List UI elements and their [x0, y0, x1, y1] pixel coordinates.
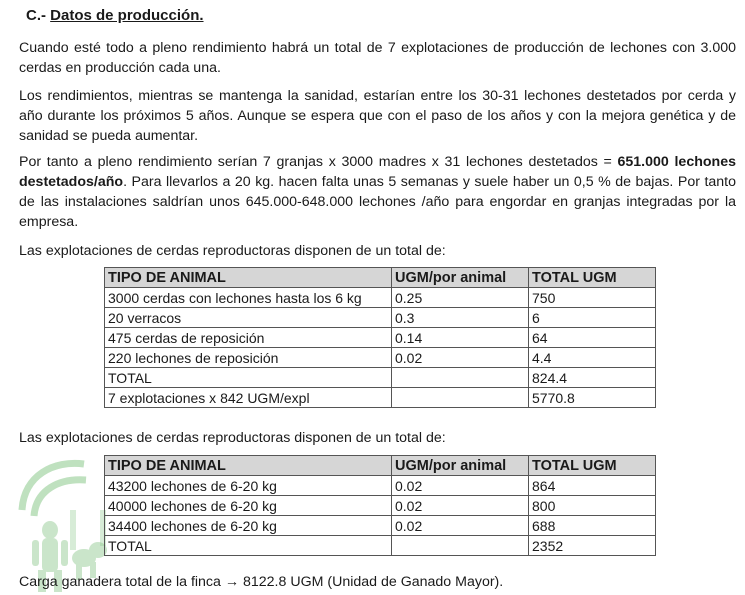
- section-prefix: C.-: [26, 7, 51, 24]
- header-total-ugm: TOTAL UGM: [529, 268, 656, 288]
- table1-intro: Las explotaciones de cerdas reproductoras disponen de un total de:: [19, 243, 446, 259]
- table-row: [105, 348, 656, 368]
- cell-animal-type: 220 lechones de reposición: [105, 348, 392, 368]
- cell-total-ugm: 5770.8: [529, 388, 656, 408]
- ugm-table-breeding: [104, 267, 656, 408]
- section-heading: [26, 7, 204, 24]
- table-header-row: [105, 456, 656, 476]
- production-text-start: Por tanto a pleno rendimiento serían 7 granjas x 3000 madres x 31 lechones destetados =: [19, 154, 618, 170]
- cell-animal-type: TOTAL: [105, 368, 392, 388]
- table-row: [105, 496, 656, 516]
- cell-ugm-per-animal: 0.14: [392, 328, 529, 348]
- cell-total-ugm: 800: [529, 496, 656, 516]
- table-row: [105, 328, 656, 348]
- table-row: [105, 288, 656, 308]
- cell-total-ugm: 824.4: [529, 368, 656, 388]
- paragraph-exploitations: Cuando esté todo a pleno rendimiento habrá un total de 7 explotaciones de producción de lechones con 3.000 cerdas en producción cada una.: [19, 40, 736, 76]
- paragraph-yields: Los rendimientos, mientras se mantenga la sanidad, estarían entre los 30-31 lechones destetados por cerda y año durante los próximos 5 años. Aunque se espera que con el paso de los años y con la mejora genética y de sanidad se pueda aumentar.: [19, 88, 736, 144]
- table-row: [105, 308, 656, 328]
- section-title: Datos de producción.: [50, 7, 204, 24]
- paragraph-production: [19, 152, 736, 232]
- cell-animal-type: 43200 lechones de 6-20 kg: [105, 476, 392, 496]
- cell-ugm-per-animal: 0.02: [392, 348, 529, 368]
- cell-animal-type: 34400 lechones de 6-20 kg: [105, 516, 392, 536]
- table-row: [105, 536, 656, 556]
- table-header-row: [105, 268, 656, 288]
- cell-total-ugm: 2352: [529, 536, 656, 556]
- cell-animal-type: 20 verracos: [105, 308, 392, 328]
- cell-total-ugm: 864: [529, 476, 656, 496]
- closing-total-load: Carga ganadera total de la finca → 8122.8 UGM (Unidad de Ganado Mayor).: [19, 574, 504, 590]
- table-row: [105, 388, 656, 408]
- table-row: [105, 476, 656, 496]
- cell-ugm-per-animal: 0.25: [392, 288, 529, 308]
- header-ugm-per-animal: UGM/por animal: [392, 456, 529, 476]
- header-ugm-per-animal: UGM/por animal: [392, 268, 529, 288]
- cell-animal-type: 7 explotaciones x 842 UGM/expl: [105, 388, 392, 408]
- cell-animal-type: 3000 cerdas con lechones hasta los 6 kg: [105, 288, 392, 308]
- cell-animal-type: 475 cerdas de reposición: [105, 328, 392, 348]
- header-animal-type: TIPO DE ANIMAL: [105, 268, 392, 288]
- cell-ugm-per-animal: 0.02: [392, 476, 529, 496]
- cell-animal-type: 40000 lechones de 6-20 kg: [105, 496, 392, 516]
- cell-ugm-per-animal: 0.02: [392, 496, 529, 516]
- cell-ugm-per-animal: [392, 368, 529, 388]
- production-text-end: . Para llevarlos a 20 kg. hacen falta unas 5 semanas y suele haber un 0,5 % de bajas. Por tanto de las instalaciones saldrían unos 645.000-648.000 lechones /año para engordar en granjas integradas por la empresa.: [19, 174, 736, 230]
- header-total-ugm: TOTAL UGM: [529, 456, 656, 476]
- cell-total-ugm: 6: [529, 308, 656, 328]
- cell-ugm-per-animal: 0.02: [392, 516, 529, 536]
- cell-total-ugm: 750: [529, 288, 656, 308]
- cell-total-ugm: 4.4: [529, 348, 656, 368]
- cell-ugm-per-animal: 0.3: [392, 308, 529, 328]
- production-highlight: 651.000 lechones destetados/año: [19, 154, 736, 190]
- cell-animal-type: TOTAL: [105, 536, 392, 556]
- table-row: [105, 516, 656, 536]
- cell-ugm-per-animal: [392, 536, 529, 556]
- cell-total-ugm: 64: [529, 328, 656, 348]
- ugm-table-piglets: [104, 455, 656, 556]
- cell-ugm-per-animal: [392, 388, 529, 408]
- table-row: [105, 368, 656, 388]
- table2-intro: Las explotaciones de cerdas reproductoras disponen de un total de:: [19, 430, 446, 446]
- cell-total-ugm: 688: [529, 516, 656, 536]
- header-animal-type: TIPO DE ANIMAL: [105, 456, 392, 476]
